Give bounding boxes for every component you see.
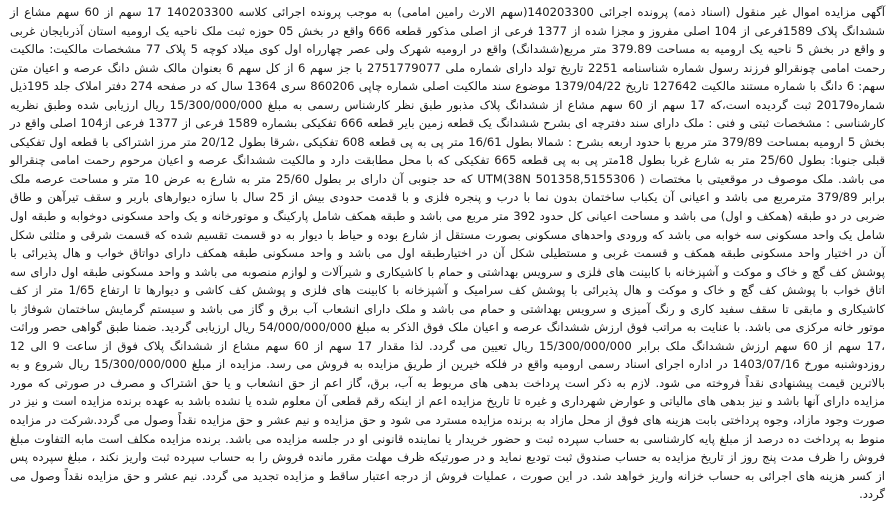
- notice-body-text: آگهی مزایده اموال غیر منقول (اسناد ذمه) پرونده اجرائی 140203300(سهم الارث رامین امامی) به موجب پرونده اجرائی کلاسه 140203300 17 سهم از 60 سهم مشاع از ششدانگ پلاک 1589فرعی از 104 اصلی مفروز و مجزا شده از 1377 فرعی از اصلی مذکور قطعه 666 واقع در بخش 05 حوزه ثبت ملک ناحیه یک ارومیه استان آذربایجان غربی و واقع در بخش 5 ناحیه یک ارومیه به مساحت 379.89 متر مربع(ششدانگ) واقع در ارومیه شهرک ولی عصر چهارراه اول کوی میلاد کوچه 5 پلاک 77 مشخصات مالکیت: مالکیت رحمت امامی چونقرالو فرزند رسول شماره شناسنامه 2251 تاریخ تولد دارای شماره ملی 2751779077 با جز سهم 6 از کل سهم 6 بعنوان مالک شش دانگ عرصه و اعیان متن سهم: 6 دانگ با شماره مستند مالکیت 127642 تاریخ 1379/04/22 موضوع سند مالکیت اصلی شماره چاپی 860206 سری 1364 سال که در صفحه 274 دفتر املاک جلد 195ذیل شماره20179 ثبت گردیده است،که 17 سهم از 60 سهم مشاع از ششدانگ پلاک مذبور طبق نظر کارشناس رسمی به مبلغ 15/300/000/000 ریال ارزیابی شده وطبق نظریه کارشناسی : مشخصات ثبتی و فنی : ملک دارای سند دفترچه ای بشرح ششدانگ یک قطعه زمین بایر قطعه 666 تفکیکی بشماره 1589 فرعی از 1377 فرعی از104 اصلی واقع در بخش 5 ارومیه بمساحت 379/89 متر مربع با حدود اربعه بشرح : شمالا بطول 16/61 متر پی به پی قطعه 608 تفکیکی ،شرقا بطول 20/12 متر مرز اشتراکی با قطعه اول تفکیکی قبلی جنوبا: بطول 25/60 متر به شارع غربا بطول 18متر پی به پی قطعه 665 تفکیکی که با محل مطابقت دارد و مالکیت ششدانگ عرصه و اعیان مرحوم رحمت امامی چنقرالو می باشد. ملک موصوف در موقعیتی با مختصات ( UTM(38N 501358,5155306 که حد جنوبی آن دارای بر بطول 25/60 متر به شارع به عرض 10 متر و مساحت عرصه ملک برابر 379/89 مترمربع می باشد و اعیانی آن یکباب ساختمان بدون نما با درب و پنجره فلزی و با قدمت حدودی بیش از 25 سال با سازه دیوارهای باربر و سقف تیرآهن و طاق ضربی در دو طبقه (همکف و اول) می باشد و مساحت اعیانی کل حدود 392 متر مربع می باشد و طبقه همکف شامل پارکینگ و موتورخانه و یک واحد مسکونی دوخوابه و طبقه اول شامل یک واحد مسکونی سه خوابه می باشد که ورودی واحدهای مسکونی بصورت مستقل از شارع بوده و حیاط با دیوار به دو قسمت تقسیم شده که قسمت شرقی و مثلثی شکل آن در اختیار واحد مسکونی طبقه همکف و قسمت غربی و مستطیلی شکل آن در اختیارطبقه اول می باشد و واحد مسکونی طبقه همکف دارای دواتاق خواب و هال پذیرائی با پوشش کف گچ و خاک و موکت و آشپزخانه با کابینت های فلزی و سرویس بهداشتی و حمام با کاشیکاری و شیرآلات و لوازم منصوبه می باشد و واحد مسکونی طبقه اول دارای سه اتاق خواب با پوشش کف گچ و خاک و موکت و هال پذیرائی با پوشش کف سرامیک و آشپزخانه با کابینت های فلزی و پوشش کف کاشی و دیوارها تا ارتفاع 1/65 متر از کف کاشیکاری و مابقی تا سقف سفید کاری و رنگ آمیزی و سرویس بهداشتی و حمام می باشد و ملک دارای انشعاب آب برق و گاز می باشد و سیستم گرمایش ساختمان شوفاژ با موتور خانه مرکزی می باشد. با عنایت به مراتب فوق ارزش ششدانگ عرصه و اعیان ملک فوق الذکر به مبلغ 54/000/000/000 ریال ارزیابی گردید. ضمنا طبق گواهی حصر وراثت ،17 سهم از 60 سهم ارزش ششدانگ ملک برابر 15/300/000/000 ریال تعیین می گردد. لذا مقدار 17 سهم از 60 سهم مشاع از ششدانگ پلاک فوق از ساعت 9 الی 12 روزدوشنبه مورخ 1403/07/16 در اداره اجرای اسناد رسمی ارومیه واقع در فلکه خیرین از طریق مزایده به فروش می رسد. مزایده از مبلغ 15/300/000/000 ریال شروع و به بالاترین قیمت پیشنهادی نقداً فروخته می شود. لازم به ذکر است پرداخت بدهی های مربوط به آب، برق، گاز اعم از حق انشعاب و یا حق اشتراک و مصرف در صورتی که مورد مزایده دارای آنها باشد و نیز بدهی های مالیاتی و عوارض شهرداری و غیره تا تاریخ مزایده اعم از اینکه رقم قطعی آن معلوم شده یا نشده باشد به عهده برنده مزایده است و نیز در صورت وجود مازاد، وجوه پرداختی بابت هزینه های فوق از محل مازاد به برنده مزایده مسترد می شود و حق مزایده و نیم عشر و حق مزایده نقداً وصول می گردد.شرکت در مزایده منوط به پرداخت ده درصد از مبلغ پایه کارشناسی به حساب سپرده ثبت و حضور خریدار یا نماینده قانونی او در جلسه مزایده می باشد. برنده مزایده مکلف است مابه التفاوت مبلغ فروش را ظرف مدت پنج روز از تاریخ مزایده به حساب صندوق ثبت تودیع نماید و در صورتیکه ظرف مهلت مقرر مانده فروش را به حساب سپرده ثبت واریز نکند ، مبلغ سپرده پس از کسر هزینه های اجرائی به حساب خزانه واریز خواهد شد. در این صورت ، عملیات فروش از درجه اعتبار ساقط و مزایده تجدید می گردد. نیم عشر و حق مزایده نقداً وصول می گردد.: [10, 5, 886, 502]
